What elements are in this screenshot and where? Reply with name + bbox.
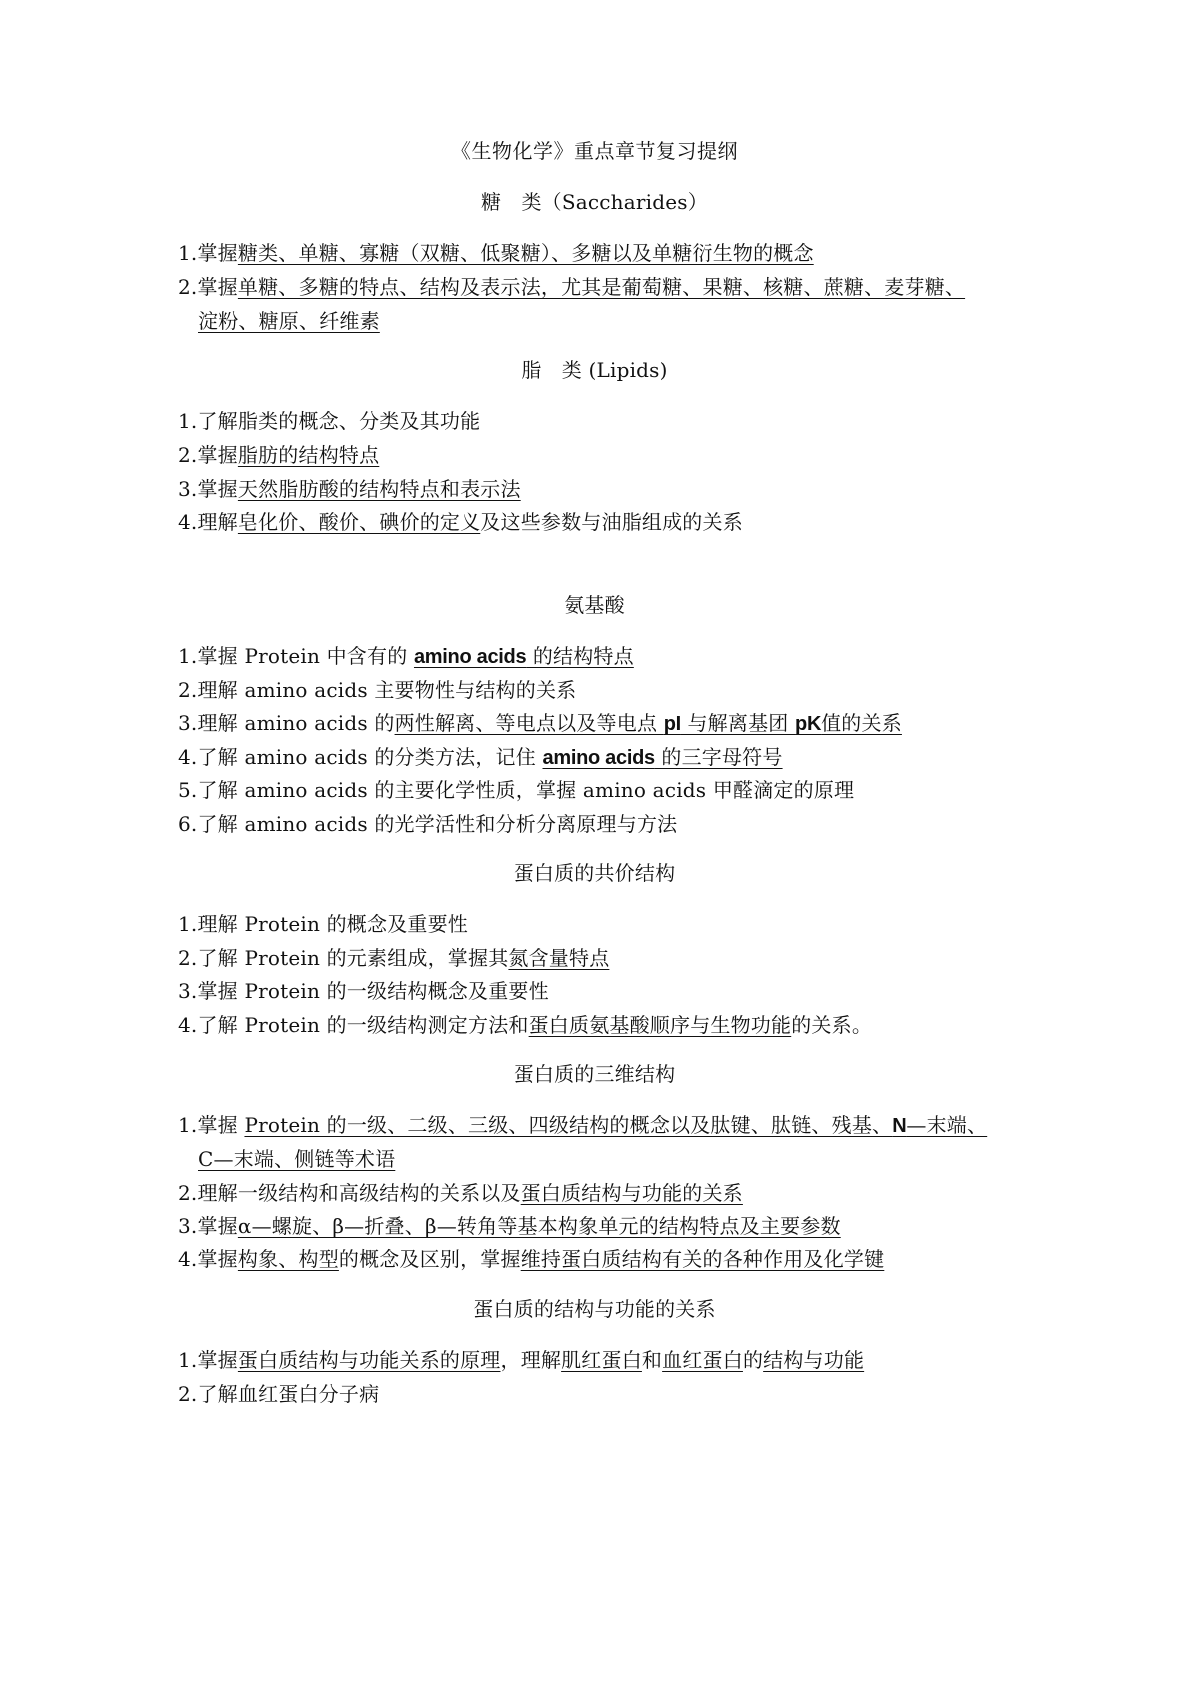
list-item: 3.掌握 Protein 的一级结构概念及重要性 <box>178 979 549 1003</box>
section-heading-structure-function: 蛋白质的结构与功能的关系 <box>473 1297 716 1321</box>
section-heading-saccharides: 糖 类（Saccharides） <box>481 190 708 214</box>
list-item: 2.了解 Protein 的元素组成，掌握其氮含量特点 <box>178 946 610 970</box>
list-item: 1.掌握蛋白质结构与功能关系的原理，理解肌红蛋白和血红蛋白的结构与功能 <box>178 1348 865 1372</box>
section-heading-amino-acids: 氨基酸 <box>564 593 625 617</box>
list-item: 2.了解血红蛋白分子病 <box>178 1382 380 1406</box>
list-item: 1.了解脂类的概念、分类及其功能 <box>178 409 481 433</box>
list-item: 1.掌握 Protein 的一级、二级、三级、四级结构的概念以及肽键、肽链、残基、N—末端、 <box>178 1113 988 1137</box>
list-item: 4.了解 Protein 的一级结构测定方法和蛋白质氨基酸顺序与生物功能的关系。 <box>178 1013 873 1037</box>
section-heading-lipids: 脂 类 (Lipids) <box>521 358 668 382</box>
list-item: 2.掌握脂肪的结构特点 <box>178 443 380 467</box>
list-item: 2.掌握单糖、多糖的特点、结构及表示法，尤其是葡萄糖、果糖、核糖、蔗糖、麦芽糖、 <box>178 275 966 299</box>
list-item-continuation: C—末端、侧链等术语 <box>198 1147 396 1171</box>
list-item: 4.理解皂化价、酸价、碘价的定义及这些参数与油脂组成的关系 <box>178 510 743 534</box>
list-item: 2.理解一级结构和高级结构的关系以及蛋白质结构与功能的关系 <box>178 1181 743 1205</box>
list-item: 4.掌握构象、构型的概念及区别，掌握维持蛋白质结构有关的各种作用及化学键 <box>178 1247 885 1271</box>
list-item-continuation: 淀粉、糖原、纤维素 <box>198 309 380 333</box>
section-heading-covalent-structure: 蛋白质的共价结构 <box>513 861 676 885</box>
list-item: 3.掌握α—螺旋、β—折叠、β—转角等基本构象单元的结构特点及主要参数 <box>178 1214 841 1238</box>
list-item: 5.了解 amino acids 的主要化学性质，掌握 amino acids 甲醛滴定的原理 <box>178 778 855 802</box>
list-item: 3.掌握天然脂肪酸的结构特点和表示法 <box>178 477 521 501</box>
list-item: 3.理解 amino acids 的两性解离、等电点以及等电点 pI 与解离基团 pK值的关系 <box>178 711 902 735</box>
list-item: 1.掌握 Protein 中含有的 amino acids 的结构特点 <box>178 644 634 668</box>
list-item: 6.了解 amino acids 的光学活性和分析分离原理与方法 <box>178 812 678 836</box>
document-title: 《生物化学》重点章节复习提纲 <box>451 139 738 163</box>
list-item: 4.了解 amino acids 的分类方法，记住 amino acids 的三字母符号 <box>178 745 783 769</box>
list-item: 2.理解 amino acids 主要物性与结构的关系 <box>178 678 577 702</box>
list-item: 1.掌握糖类、单糖、寡糖（双糖、低聚糖）、多糖以及单糖衍生物的概念 <box>178 241 814 265</box>
section-heading-3d-structure: 蛋白质的三维结构 <box>513 1062 676 1086</box>
list-item: 1.理解 Protein 的概念及重要性 <box>178 912 469 936</box>
